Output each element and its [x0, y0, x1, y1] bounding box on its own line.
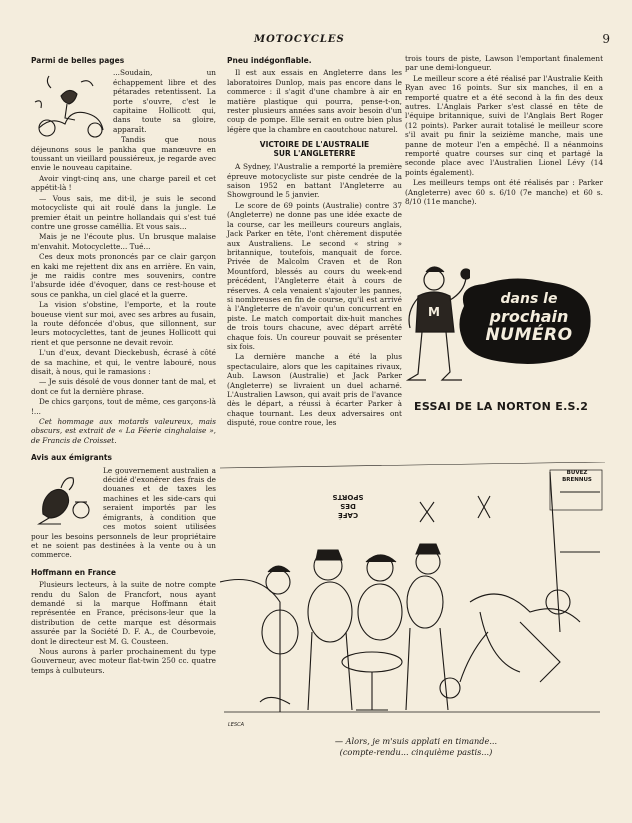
cafe-sign-line: DES — [340, 502, 356, 510]
promo-line-3: NUMÉRO — [485, 325, 573, 345]
cafe-sign-line: SPORTS — [332, 493, 364, 501]
paragraph: Tandis que nous déjeunons sous le pankha que manœuvre en toussant un vieillard poussiéreux, je regarde avec envie le nouveau capitaine. — [31, 135, 216, 173]
motorcyclist-illustration-icon — [31, 68, 109, 138]
title-line: SUR L'ANGLETERRE — [273, 149, 356, 159]
section-title-pneu: Pneu indégonflable. — [227, 56, 312, 65]
section-title-hoffmann: Hoffmann en France — [31, 567, 116, 577]
rider-mascot-icon — [400, 262, 470, 392]
next-issue-promo — [400, 262, 600, 392]
paragraph: Le gouvernement australien a décidé d'exonérer des frais de douanes et de taxes les machines et les side-cars qui seraient importés par les émigrants, à condition que ces motos soient utilisées pour les besoins personnels de leur propriétaire et ne soient pas destinées à la vente ou à un commerce. — [31, 465, 216, 560]
column-left — [31, 54, 216, 676]
quote-source-note: Cet hommage aux motards valeureux, mais obscurs, est extrait de « La Féerie cinghalaise », de Francis de Croisset. — [31, 417, 216, 445]
artist-signature: LESCA — [228, 722, 245, 728]
paragraph: Mais je ne l'écoute plus. Un brusque malaise m'envahit. Motocyclette... Tué... — [31, 232, 216, 251]
paragraph: L'un d'eux, devant Dieckebush, écrasé à côté de sa machine, et qui, le ventre labouré, nous disait, à nous, qui le ramasions : — [31, 348, 216, 376]
promo-text — [474, 290, 584, 344]
svg-text:M: M — [428, 305, 440, 319]
column-right — [405, 54, 603, 208]
paragraph: Le meilleur score a été réalisé par l'Australie Keith Ryan avec 16 points. Sur six manches, il en a remporté quatre et a été second à la fin des deux autres. L'Anglais Parker s'est classé en tête de l'équipe britannique, suivi de l'Anglais Bert Roger (12 points). Parker aurait totalisé le meilleur score s'il avait pu finir la seizième manche, mais une panne de moteur l'en a empêché. Il a néanmoins remporté quatre courses sur cinq et partagé la seconde place avec l'Australien Lionel Lévy (14 points également). — [405, 73, 603, 177]
caption-line: (compte-rendu... cinquième pastis...) — [339, 747, 493, 757]
section-title-emigrants: Avis aux émigrants — [31, 453, 112, 463]
kangaroo-illustration-icon — [31, 466, 99, 526]
paragraph: trois tours de piste, Lawson l'emportant finalement par une demi-longueur. — [405, 54, 603, 73]
promo-line-1: dans le — [500, 291, 558, 307]
brennus-sign-line: BUVEZ — [566, 470, 588, 476]
cafe-sign — [318, 492, 378, 519]
paragraph: — Je suis désolé de vous donner tant de mal, et dont ce fut la dernière phrase. — [31, 377, 216, 396]
paragraph: Plusieurs lecteurs, à la suite de notre compte rendu du Salon de Francfort, nous ayant demandé si la marque Hoffmann était représentée en France, précisons-leur que la distribution de cette marque est désormais assurée par la Société D. F. A., de Courbevoie, dont le directeur est M. G. Cousteen. — [31, 580, 216, 646]
paragraph: La vision s'obstine, l'emporte, et la route boueuse vient sur moi, avec ses arbres au fusain, la route défoncée d'obus, que sillonnent, sur leurs motocyclettes, tant de jeunes Hollicott qui rient et que personne ne devait revoir. — [31, 300, 216, 347]
paragraph: ...Soudain, un échappement libre et des pétarades retentissent. La porte s'ouvre, c'est le capitaine Hollicott qui, dans toute sa gloire, apparaît. — [113, 68, 216, 134]
paragraph: Nous aurons à parler prochainement du type Gouverneur, avec moteur flat-twin 250 cc. quatre temps à culbuteurs. — [31, 646, 216, 675]
cafe-cartoon-illustration — [220, 462, 605, 736]
brennus-sign-line: BRENNUS — [562, 477, 592, 483]
paragraph: De chics garçons, tout de même, ces garçons-là !... — [31, 397, 216, 416]
paragraph: Avoir vingt-cinq ans, une charge pareil et cet appétit-là ! — [31, 173, 216, 193]
caption-line: — Alors, je m'suis applati en timande... — [334, 736, 498, 746]
section-title-victoire — [227, 140, 402, 158]
promo-line-2: prochain — [489, 307, 569, 326]
column-middle — [227, 54, 402, 429]
title-line: VICTOIRE DE L'AUSTRALIE — [259, 140, 370, 150]
section-title-belles-pages: Parmi de belles pages — [31, 56, 125, 65]
paragraph: Les meilleurs temps ont été réalisés par : Parker (Angleterre) avec 60 s. 6/10 (7e manche) et 60 s. 8/10 (11e manche). — [405, 178, 603, 207]
norton-test-title: ESSAI DE LA NORTON E.S.2 — [414, 400, 589, 413]
brennus-sign — [557, 470, 597, 484]
paragraph: Il est aux essais en Angleterre dans les laboratoires Dunlop, mais pas encore dans le commerce : il s'agit d'une chambre à air en matière plastique qui pourra, pense-t-on, rester plusieurs années sans avoir besoin d'un coup de pompe. Elle serait en outre bien plus légère que la chambre en caoutchouc naturel. — [227, 68, 402, 134]
page-number: 9 — [602, 32, 610, 46]
magazine-title: MOTOCYCLES — [254, 34, 345, 45]
page-header — [24, 32, 614, 50]
cafe-sign-line: CAFÉ — [337, 511, 359, 519]
paragraph: — Vous sais, me dit-il, je suis le second motocycliste qui ait roulé dans la jungle. Le premier était un peintre hollandais qui s'est tué contre une grosse caméllia. Et vous sais... — [31, 193, 216, 231]
paragraph: Ces deux mots prononcés par ce clair garçon en kaki me rejettent dix ans en arrière. En vain, je me raidis contre mes souvenirs, contre l'absurde idée d'évoquer, dans ce rest-house et sous ce pankha, un ciel glacé et la guerre. — [31, 252, 216, 299]
paragraph: Le score de 69 points (Australie) contre 37 (Angleterre) ne donne pas une idée exacte de la course, car les meilleurs coureurs anglais, Jack Parker en tête, l'ont chèrement disputée aux Australiens. Le second « string » britannique, toutefois, manquait de force. Privée de Malcolm Craven et de Ron Mountford, blessés au cours du week-end précédent, l'Angleterre était à cours de réserves. A cela venaient s'ajouter les pannes, si nombreuses en fin de course, qu'il est arrivé à l'Angleterre de n'avoir qu'un concurrent en piste. Le match comportait dix-huit manches de trois tours chacune, avec départ arrêté chaque fois. Un coureur pouvait se présenter six fois. — [227, 200, 402, 351]
cartoon-caption — [226, 736, 606, 758]
paragraph: La dernière manche a été la plus spectaculaire, alors que les capitaines rivaux, Aub. Lawson (Australie) et Jack Parker (Angleterre) se livraient un duel acharné. L'Australien Lawson, qui avait pris de l'avance dès le départ, a réussi à écarter Parker à chaque tournant. Les deux adversaires ont disputé, roue contre roue, les — [227, 352, 402, 428]
paragraph: A Sydney, l'Australie a remporté la première épreuve motocycliste sur piste cendrée de la saison 1952 en battant l'Angleterre au Showground le 5 janvier. — [227, 162, 402, 200]
